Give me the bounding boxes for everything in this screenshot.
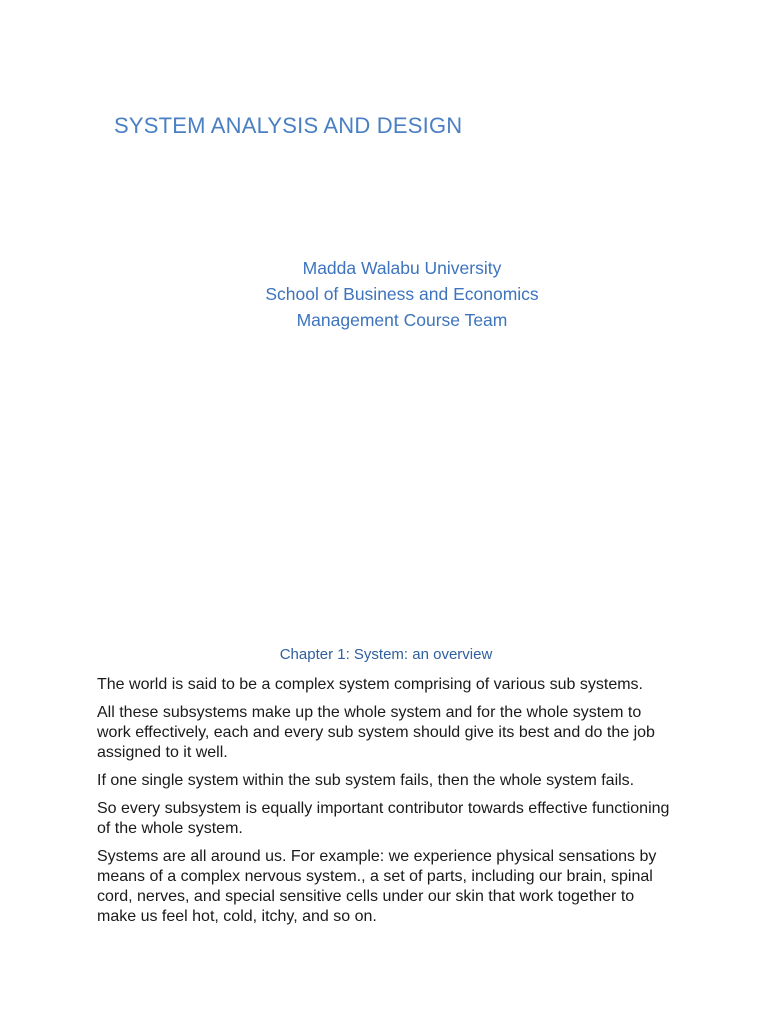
affiliation-block — [0, 255, 768, 333]
paragraph: The world is said to be a complex system comprising of various sub systems. — [97, 676, 643, 693]
university-name: Madda Walabu University — [302, 258, 502, 278]
paragraph: So every subsystem is equally important contributor towards effective functioning of the whole system. — [97, 800, 670, 837]
course-team: Management Course Team — [296, 310, 508, 330]
document-title: SYSTEM ANALYSIS AND DESIGN — [114, 113, 463, 138]
paragraph: All these subsystems make up the whole system and for the whole system to work effectively, each and every sub system should give its best and do the job assigned to it well. — [97, 704, 655, 761]
paragraph: If one single system within the sub system fails, then the whole system fails. — [97, 772, 635, 789]
chapter-heading: Chapter 1: System: an overview — [279, 646, 493, 663]
chapter-body — [97, 675, 677, 935]
school-name: School of Business and Economics — [265, 284, 539, 304]
paragraph: Systems are all around us. For example: we experience physical sensations by means of a complex nervous system., a set of parts, including our brain, spinal cord, nerves, and special sensitive cells under our skin that work together to make us feel hot, cold, itchy, and so on. — [97, 848, 657, 925]
